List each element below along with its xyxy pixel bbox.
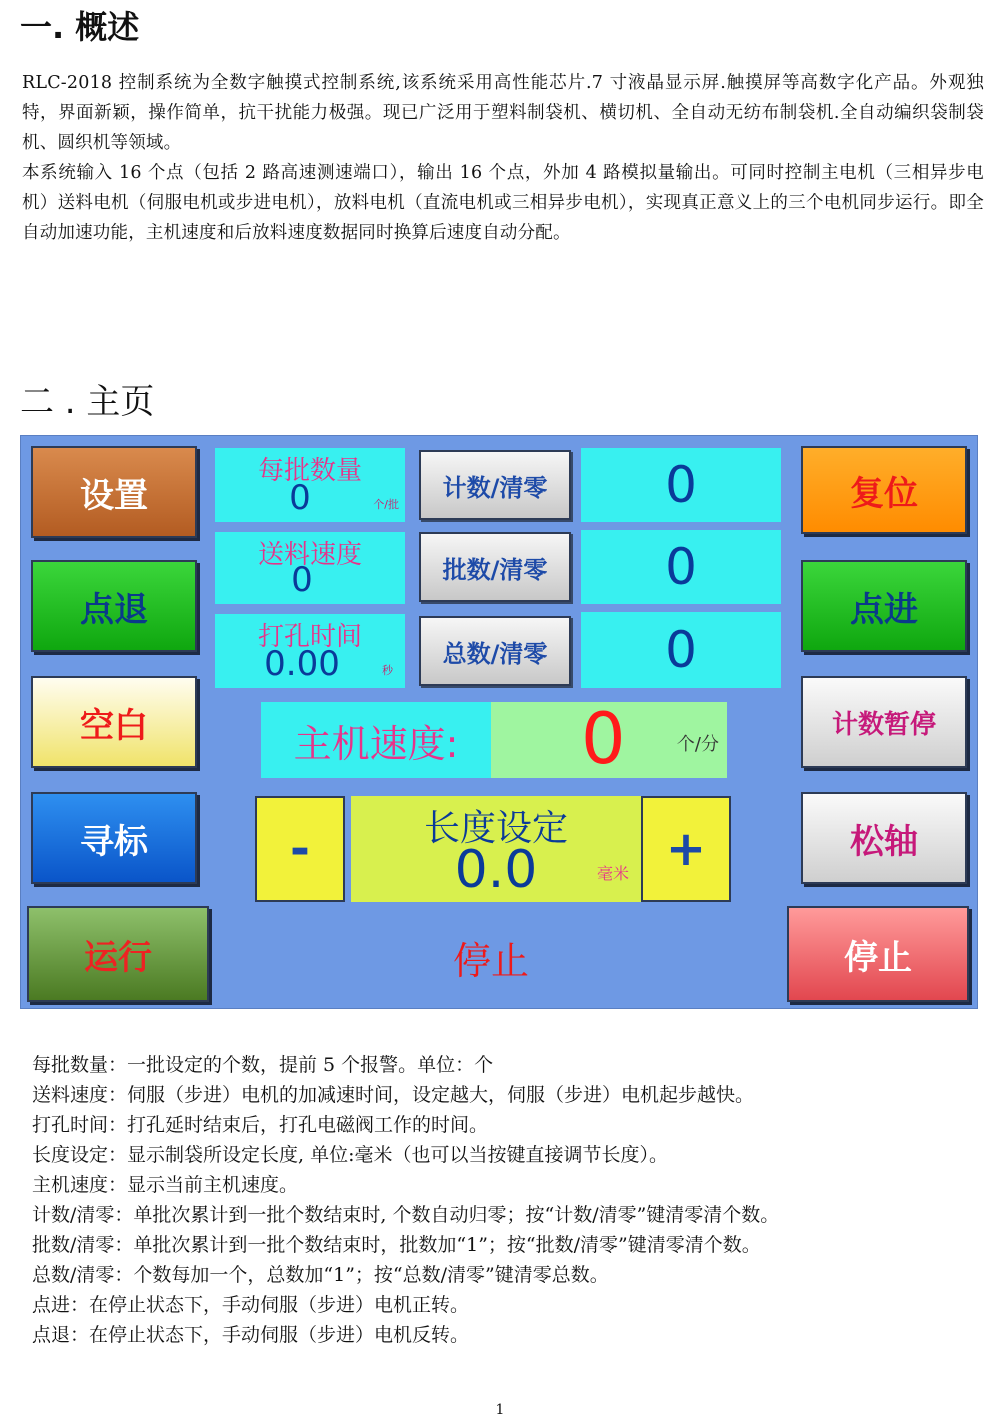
run-button[interactable]: 运行 [27, 906, 209, 1002]
length-setting-label: 长度设定 [423, 808, 568, 849]
intro-paragraph-1: RLC-2018 控制系统为全数字触摸式控制系统,该系统采用高性能芯片.7 寸液晶显示屏.触摸屏等高数字化产品。外观独特，界面新颖，操作简单，抗干扰能力极强。现已广泛用于塑料制袋机、横切机、全自动无纺布制袋机.全自动编织袋制袋机、圆织机等领域。 [22, 73, 984, 153]
note-line: 送料速度：伺服（步进）电机的加减速时间，设定越大，伺服（步进）电机起步越快。 [32, 1084, 755, 1106]
hmi-home-screen [20, 435, 978, 1009]
field-descriptions [32, 1050, 982, 1350]
release-shaft-button[interactable]: 松轴 [801, 792, 967, 884]
batch-qty-display[interactable] [215, 448, 405, 522]
note-line: 总数/清零：个数每加一个，总数加“1”；按“总数/清零”键清零总数。 [32, 1264, 609, 1286]
length-setting-value: 0.0 [454, 840, 538, 900]
batch-qty-value: 0 [289, 478, 311, 518]
batch-qty-unit: 个/批 [373, 498, 399, 511]
note-line: 主机速度：显示当前主机速度。 [32, 1174, 299, 1196]
reset-button[interactable]: 复位 [801, 446, 967, 534]
punch-time-unit: 秒 [382, 664, 393, 677]
settings-button[interactable]: 设置 [31, 446, 197, 538]
note-line: 批数/清零：单批次累计到一批个数结束时，批数加“1”；按“批数/清零”键清零清个数。 [32, 1234, 761, 1256]
length-setting-display[interactable] [351, 796, 641, 902]
note-line: 打孔时间：打孔延时结束后，打孔电磁阀工作的时间。 [32, 1114, 489, 1136]
note-line: 计数/清零：单批次累计到一批个数结束时, 个数自动归零；按“计数/清零”键清零清个数。 [32, 1204, 780, 1226]
main-speed-value: 0 [581, 698, 626, 780]
length-minus-button[interactable]: - [255, 796, 345, 902]
length-plus-button[interactable]: + [641, 796, 731, 902]
count-clear-button[interactable]: 计数/清零 [419, 450, 571, 520]
punch-time-label: 打孔时间 [257, 622, 362, 652]
main-speed-label: 主机速度: [261, 702, 491, 778]
batch-clear-button[interactable]: 批数/清零 [419, 532, 571, 602]
batch-count-value: 0 [581, 530, 781, 604]
main-speed-display [491, 698, 727, 780]
jog-back-button[interactable]: 点退 [31, 560, 197, 652]
length-setting-unit: 毫米 [596, 864, 629, 883]
section1-title: 一. 概述 [20, 8, 140, 46]
feed-speed-label: 送料速度 [257, 540, 362, 570]
section2-title: 二 . 主页 [20, 382, 155, 422]
blank-button[interactable]: 空白 [31, 676, 197, 768]
pause-count-button[interactable]: 计数暂停 [801, 676, 967, 768]
find-mark-button[interactable]: 寻标 [31, 792, 197, 884]
punch-time-value: 0.00 [264, 644, 340, 684]
note-line: 点进：在停止状态下，手动伺服（步进）电机正转。 [32, 1294, 470, 1316]
main-speed-unit: 个/分 [676, 734, 719, 755]
note-line: 每批数量：一批设定的个数，提前 5 个报警。单位：个 [32, 1054, 494, 1076]
run-status-text: 停止 [452, 939, 529, 983]
feed-speed-display[interactable] [215, 532, 405, 604]
count-value: 0 [581, 448, 781, 522]
intro-paragraph-2: 本系统输入 16 个点（包括 2 路高速测速端口），输出 16 个点，外加 4 路模拟量输出。可同时控制主电机（三相异步电机）送料电机（伺服电机或步进电机），放料电机（直流电机或三相异步电机），实现真正意义上的三个电机同步运行。即全自动加速功能，主机速度和后放料速度数据同时换算后速度自动分配。 [22, 163, 984, 243]
page-number: 1 [495, 1402, 505, 1418]
total-count-value: 0 [581, 612, 781, 688]
note-line: 长度设定：显示制袋所设定长度, 单位:毫米（也可以当按键直接调节长度）。 [32, 1144, 668, 1166]
feed-speed-value: 0 [291, 560, 313, 600]
intro-text [22, 68, 984, 248]
total-clear-button[interactable]: 总数/清零 [419, 616, 571, 686]
note-line: 点退：在停止状态下，手动伺服（步进）电机反转。 [32, 1324, 470, 1346]
punch-time-display[interactable] [215, 614, 405, 688]
stop-button[interactable]: 停止 [787, 906, 969, 1002]
jog-forward-button[interactable]: 点进 [801, 560, 967, 652]
batch-qty-label: 每批数量 [257, 456, 362, 486]
